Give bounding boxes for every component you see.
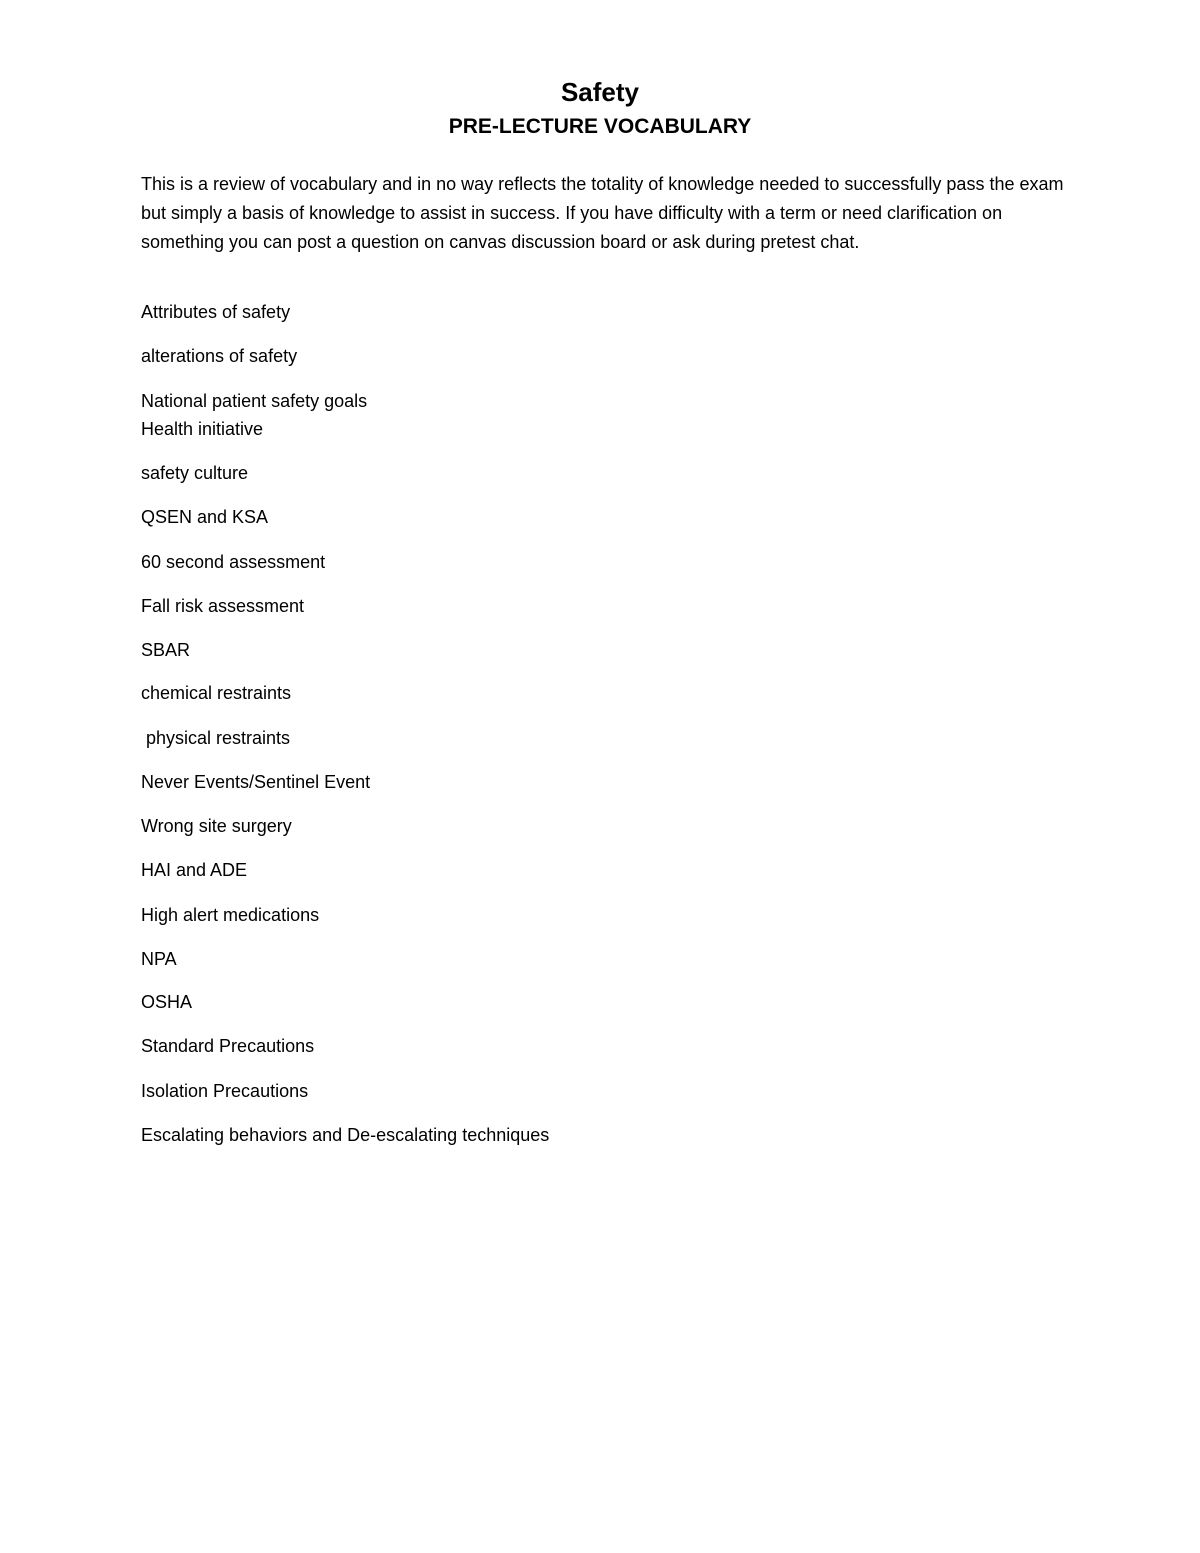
document-title: Safety	[560, 77, 640, 107]
vocab-term: Isolation Precautions	[141, 1081, 309, 1101]
vocab-term: NPA	[141, 949, 177, 969]
vocab-term: Never Events/Sentinel Event	[141, 772, 371, 792]
vocab-term: alterations of safety	[141, 346, 298, 366]
vocab-term: High alert medications	[141, 905, 320, 925]
vocab-term: HAI and ADE	[141, 860, 248, 880]
vocab-term: OSHA	[141, 992, 193, 1012]
vocab-term: Fall risk assessment	[141, 596, 305, 616]
vocab-term: QSEN and KSA	[141, 507, 269, 527]
vocab-term: National patient safety goals	[141, 391, 368, 411]
vocab-term: Wrong site surgery	[141, 816, 292, 836]
vocab-term: Attributes of safety	[141, 302, 291, 322]
vocab-term: chemical restraints	[141, 683, 292, 703]
vocab-term: safety culture	[141, 463, 249, 483]
vocab-term: physical restraints	[141, 728, 291, 748]
vocab-term: Health initiative	[141, 419, 264, 439]
document-subtitle: PRE-LECTURE VOCABULARY	[448, 115, 752, 138]
vocab-term: 60 second assessment	[141, 552, 326, 572]
vocab-term: Standard Precautions	[141, 1036, 315, 1056]
intro-paragraph: This is a review of vocabulary and in no way reflects the totality of knowledge needed to successfully pass the exam but simply a basis of knowledge to assist in success. If you have difficulty with a term or need clarification on something you can post a question on canvas discussion board or ask during pretest chat.	[141, 174, 1064, 252]
vocab-term: Escalating behaviors and De-escalating techniques	[141, 1125, 550, 1145]
vocab-term: SBAR	[141, 640, 191, 660]
